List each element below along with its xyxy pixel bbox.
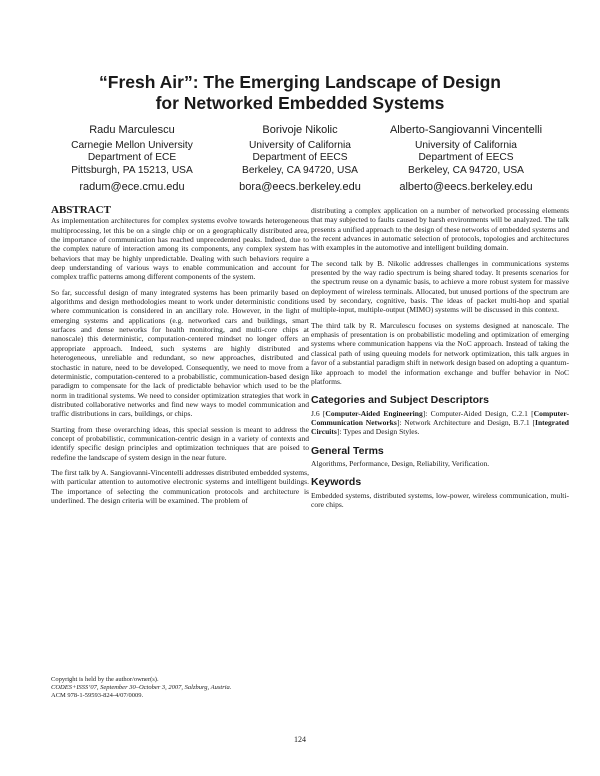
author-name: Borivoje Nikolic	[262, 124, 338, 136]
general-terms-text: Algorithms, Performance, Design, Reliability, Verification.	[311, 458, 490, 468]
keywords-text: Embedded systems, distributed systems, low-power, wireless communication, multi-core chips.	[311, 490, 569, 509]
keywords-heading: Keywords	[311, 476, 362, 489]
author-affiliation: Carnegie Mellon University	[71, 139, 193, 151]
title-line-2: for Networked Embedded Systems	[155, 93, 445, 113]
category-rest: ]: Types and Design Styles.	[336, 427, 420, 437]
author-name: Radu Marculescu	[89, 124, 175, 136]
author-1	[52, 124, 212, 194]
author-email: alberto@eecs.berkeley.edu	[399, 181, 533, 194]
author-address: Berkeley, CA 94720, USA	[242, 164, 358, 176]
category-code: C.2.1 [	[511, 408, 534, 418]
author-email: radum@ece.cmu.edu	[79, 181, 185, 194]
author-department: Department of EECS	[418, 152, 514, 164]
body-paragraph: The second talk by B. Nikolic addresses challenges in communications systems presented by the way radio spectrum is being shared today. It presents scenarios for the spectrum reuse on a dynamic basis, to achieve a more robust system for massive deployment of wireless terminals. Allocated, but unused portions of the spectrum are used by secondary, cognitive, basis. The ideas of packet multi-hop and spatial multiple-input, multiple-output (MIMO) systems will be discussed in this context.	[311, 258, 569, 315]
title-line-1: “Fresh Air”: The Emerging Landscape of Design	[99, 72, 501, 92]
author-department: Department of EECS	[252, 152, 348, 164]
author-affiliation: University of California	[415, 139, 517, 151]
author-address: Berkeley, CA 94720, USA	[408, 164, 524, 176]
body-paragraph: Starting from these overarching ideas, this special session is meant to address the concept of probabilistic, communication-centric design in a variety of contexts and identify specific design principles and optimization techniques that are poised to redefine the landscape of system design in the near future.	[51, 424, 309, 462]
general-terms-heading: General Terms	[311, 444, 384, 457]
category-code: J.6 [	[311, 408, 326, 418]
abstract-heading: ABSTRACT	[51, 204, 111, 216]
author-affiliation: University of California	[249, 139, 351, 151]
category-name: Computer-Aided Engineering	[325, 408, 423, 418]
author-email: bora@eecs.berkeley.edu	[239, 181, 361, 194]
left-column	[51, 206, 309, 511]
page-number: 124	[294, 735, 306, 744]
right-column	[311, 206, 569, 515]
category-rest: ]: Computer-Aided Design,	[422, 408, 509, 418]
abstract-paragraph: As implementation architectures for complex systems evolve towards heterogeneous multiprocessing, let this be on a single chip or on a geographically distributed area, the importance of communication has reached unprecedented peaks. Indeed, due to the complex nature of interaction among its components, any complex system has behaviors that may be highly unpredictable. Dealing with such behaviors require a deep understanding of various ways to enable communication and account for complex traffic patterns among different components of the system.	[51, 216, 309, 282]
category-name: Integrated Circuits	[311, 417, 569, 437]
copyright-line: Copyright is held by the author/owner(s).	[51, 676, 159, 683]
body-paragraph: distributing a complex application on a number of networked processing elements that may subjected to faults caused by harsh environments will be analyzed. The talk presents a unified approach to the design of these networks of embedded systems and the recent advances in automatic selection of protocols, topologies and architectures with examples in the automotive and intelligent building domain.	[311, 206, 569, 253]
categories-text	[311, 409, 569, 437]
paper-title	[0, 72, 600, 114]
acm-line: ACM 978-1-59593-824-4/07/0009.	[51, 692, 144, 700]
body-paragraph: So far, successful design of many integrated systems has been primarily based on algorithms and design methodologies meant to work under deterministic conditions where communication is considered in an ancillary role. However, in the light of emerging systems and applications (e.g. networked cars and buildings, smart surfaces and dense networks for health monitoring, and multi-core chips at nanoscale) this deterministic, computation-centered mindset no longer offers an appropriate approach. Indeed, such systems are highly distributed and heterogeneous, unreliable and redundant, so new approaches, distributed and stochastic in nature, need to be developed. Consequently, we need to move from a deterministic, computation-centered to a probabilistic, communication-based design paradigm to compensate for the lack of predictable behavior which used to be the norm in traditional systems. We need to consider optimization strategies that work in distributed collaborative networks and find new ways to model communication and traffic distributions in cars, buildings, or chips.	[51, 287, 309, 419]
author-department: Department of ECE	[87, 152, 177, 164]
body-paragraph: The third talk by R. Marculescu focuses on systems designed at nanoscale. The emphasis of presentation is on probabilistic modeling and optimization of emerging systems where communication happens via the NoC approach. Instead of taking the classical path of using queuing models for network optimization, this talk argues in favor of a substantial paradigm shift in network design based on adopting a quantum-like approach to model the information exchange and buffer behavior in NoC platforms.	[311, 320, 570, 386]
category-name: Computer-Communication Networks	[311, 408, 569, 427]
body-paragraph: The first talk by A. Sangiovanni-Vincentelli addresses distributed embedded systems, with particular attention to automotive electronic systems and intelligent buildings. The importance of selecting the communication protocols and architecture is underlined. The design criteria will be examined. The problem of	[51, 467, 309, 505]
conference-line: CODES+ISSS’07, September 30–October 3, 2007, Salzburg, Austria.	[51, 684, 232, 692]
author-3	[378, 124, 554, 194]
category-rest: ]: Network Architecture and Design,	[396, 417, 511, 427]
category-code: B.7.1 [	[510, 417, 536, 427]
author-2	[220, 124, 380, 194]
copyright-notice	[51, 676, 309, 701]
author-name: Alberto-Sangiovanni Vincentelli	[389, 124, 543, 136]
author-address: Pittsburgh, PA 15213, USA	[71, 164, 193, 176]
categories-heading: Categories and Subject Descriptors	[311, 394, 489, 407]
